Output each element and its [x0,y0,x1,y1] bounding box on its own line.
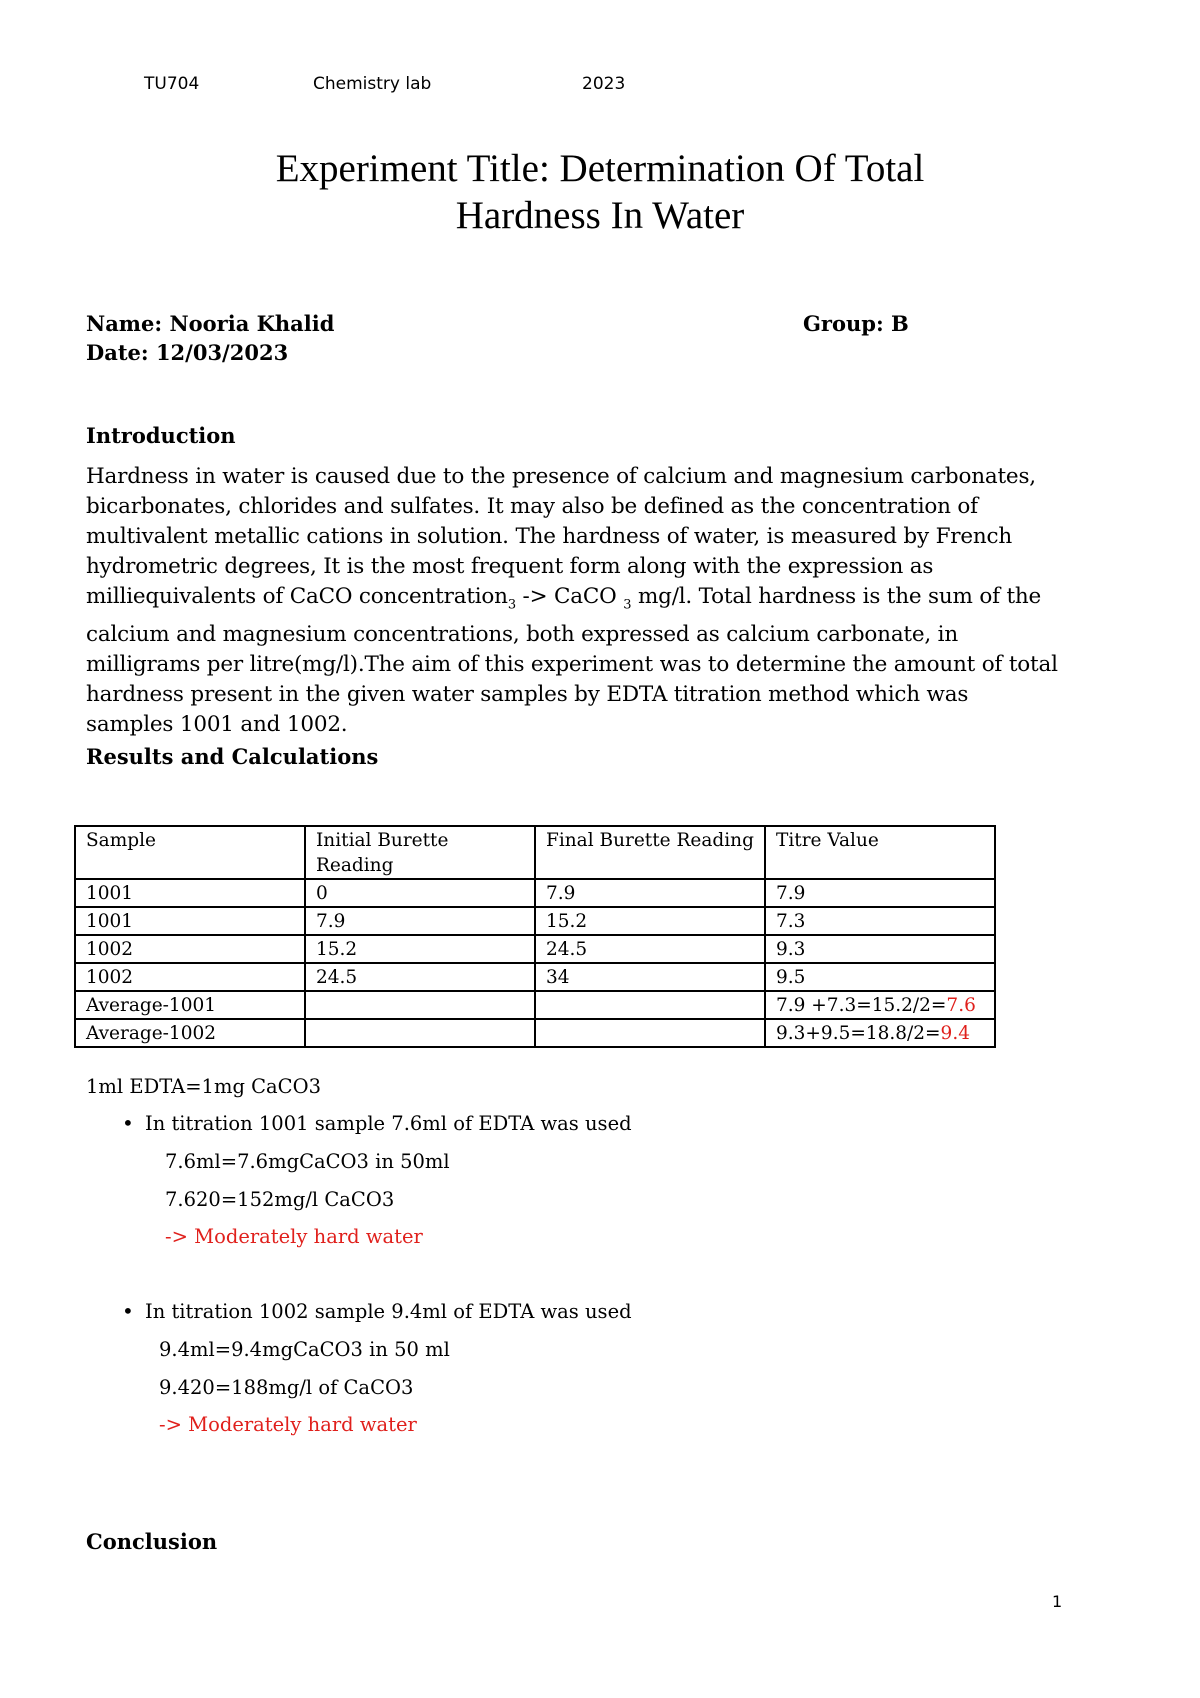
cell-sample: 1002 [75,963,305,991]
intro-text-1: Hardness in water is caused due to the presence of calcium and magnesium carbonates, bicarbonates, chlorides and sulfates. It may also be defined as the concentration of multivalent metallic cations in solution. The hardness of water, is measured by French hydrometric degrees, It is the most frequent form along with the expression as milliequivalents of CaCO concentration [86,464,1036,609]
introduction-paragraph [86,462,1061,740]
edta-equivalence: 1ml EDTA=1mg CaCO3 [86,1075,321,1098]
empty-cell [305,991,535,1019]
result-1001: -> Moderately hard water [165,1225,423,1248]
cell-titre: 9.5 [765,963,995,991]
empty-cell [535,1019,765,1047]
date-label: Date: 12/03/2023 [86,340,289,365]
cell-titre: 9.3 [765,935,995,963]
course-subject: Chemistry lab [313,74,432,94]
page-number: 1 [1052,1592,1063,1611]
intro-text-3: mg/l. Total hardness is the sum of the calcium and magnesium concentrations, both expressed as calcium carbonate, in milligrams per litre(mg/l).The aim of this experiment was to determine the amount of total hardness present in the given water samples by EDTA titration method which was samples 1001 and 1002. [86,584,1058,738]
average-1002-result: 9.4 [940,1023,970,1044]
table-row [75,879,995,907]
empty-cell [535,991,765,1019]
calc-1002-line-1: 9.4ml=9.4mgCaCO3 in 50 ml [159,1338,450,1361]
intro-subscript-2: 3 [623,597,632,613]
course-year: 2023 [582,74,626,94]
cell-final: 34 [535,963,765,991]
student-name: Name: Nooria Khalid [86,311,335,336]
cell-initial: 0 [305,879,535,907]
introduction-heading: Introduction [86,423,236,448]
course-code: TU704 [144,74,200,94]
intro-text-2: -> CaCO [515,584,624,609]
header-sample: Sample [75,826,305,879]
bullet-dot-icon: • [122,1111,134,1135]
experiment-title [0,145,1200,239]
calc-1001-line-2: 7.620=152mg/l CaCO3 [165,1188,395,1211]
average-1001-calc: 7.9 +7.3=15.2/2= [776,995,947,1016]
cell-final: 24.5 [535,935,765,963]
bullet-dot-icon: • [122,1299,134,1323]
cell-sample: 1001 [75,907,305,935]
cell-initial: 24.5 [305,963,535,991]
table-row [75,935,995,963]
header-final-burette: Final Burette Reading [535,826,765,879]
cell-final: 15.2 [535,907,765,935]
average-row-1001 [75,991,995,1019]
empty-cell [305,1019,535,1047]
average-1001-label: Average-1001 [75,991,305,1019]
table-row [75,963,995,991]
cell-initial: 7.9 [305,907,535,935]
results-heading: Results and Calculations [86,744,379,769]
cell-initial: 15.2 [305,935,535,963]
average-1001-result: 7.6 [946,995,976,1016]
bullet-1001: In titration 1001 sample 7.6ml of EDTA was used [145,1112,632,1135]
header-titre-value: Titre Value [765,826,995,879]
title-line-1: Experiment Title: Determination Of Total [275,147,925,190]
group-label: Group: B [803,311,909,336]
average-1002-calc: 9.3+9.5=18.8/2= [776,1023,941,1044]
bullet-1002: In titration 1002 sample 9.4ml of EDTA was used [145,1300,632,1323]
average-row-1002 [75,1019,995,1047]
cell-sample: 1002 [75,935,305,963]
result-1002: -> Moderately hard water [159,1413,417,1436]
average-1002-label: Average-1002 [75,1019,305,1047]
table-header-row [75,826,995,879]
cell-final: 7.9 [535,879,765,907]
average-1002-value [765,1019,995,1047]
table-row [75,907,995,935]
calc-1001-line-1: 7.6ml=7.6mgCaCO3 in 50ml [165,1150,450,1173]
calc-1002-line-2: 9.420=188mg/l of CaCO3 [159,1376,414,1399]
cell-titre: 7.3 [765,907,995,935]
title-line-2: Hardness In Water [455,194,745,237]
results-table [74,825,996,1048]
cell-sample: 1001 [75,879,305,907]
average-1001-value [765,991,995,1019]
cell-titre: 7.9 [765,879,995,907]
conclusion-heading: Conclusion [86,1529,218,1554]
header-initial-burette: Initial Burette Reading [305,826,535,879]
intro-subscript: 3 [507,597,516,613]
